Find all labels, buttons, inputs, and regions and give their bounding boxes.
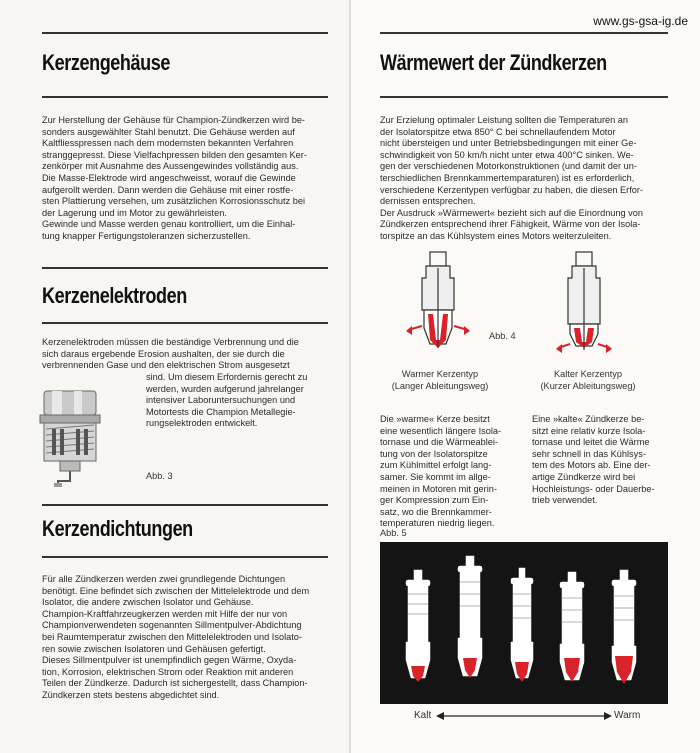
text-line: aufgerollt werden. Dann werden die Gehäuse mit einer rostfe- <box>42 184 294 195</box>
text-line: tornase und leitet die Wärme <box>532 437 650 448</box>
warm-plug-title: Warmer Kerzentyp <box>401 369 479 379</box>
kerzenelektroden-text-narrow <box>146 372 331 430</box>
heat-range-panel <box>380 542 668 704</box>
cold-plug-subtitle: (Kurzer Ableitungsweg) <box>540 381 636 391</box>
text-line: Zur Erzielung optimaler Leistung sollten die Temperaturen an <box>380 115 629 125</box>
text-line: tion, Korrosion, elektrischen Strom oder Reaktion mit anderen <box>42 666 294 677</box>
text-line: eine wesentlich längere Isola- <box>380 425 502 436</box>
text-line: werden, wurden aufgerund jahrelanger <box>146 383 304 394</box>
fig3-caption: Abb. 3 <box>146 471 173 481</box>
text-line: ren sowie zwischen Isolatoren und Gehäusen gefertigt. <box>42 643 266 654</box>
kalt-warm-arrow <box>436 711 612 721</box>
text-line: torspitze an das Kühlsystem eines Motors weiterzuleiten. <box>380 230 612 241</box>
kerzengehaeuse-text <box>42 115 332 243</box>
heat-range-plugs <box>380 542 668 704</box>
warm-plug-text <box>380 414 516 530</box>
text-line: sich daraus ergebende Erosion aushalten, der sie durch die <box>42 348 285 359</box>
text-line: der Lagerung und im Motor zu gewährleisten. <box>42 207 227 218</box>
spark-plug-illustration <box>30 383 118 493</box>
warm-plug-subtitle: (Langer Ableitungsweg) <box>391 381 489 391</box>
text-line: Die Masse-Elektrode wird angeschweisst, worauf die Gewinde <box>42 172 296 183</box>
text-line: tung knapper Fertigungstoleranzen sicherzustellen. <box>42 230 251 241</box>
warm-plug-diagram <box>402 248 474 360</box>
text-line: ger Kompression zum Ein- <box>380 495 489 506</box>
text-line: artige Zündkerze wird bei <box>532 471 636 482</box>
text-line: sehr schnell in das Kühlsys- <box>532 448 646 459</box>
text-line: satz, wo die Brennkammer- <box>380 506 492 517</box>
cold-plug-label <box>532 368 644 392</box>
warm-plug-label <box>384 368 496 392</box>
cold-plug-diagram <box>554 248 614 360</box>
text-line: tem des Motors ab. Eine der- <box>532 460 651 471</box>
text-line: verbrennenden Gase und den elektrischen Strom ausgesetzt <box>42 360 290 371</box>
fig4-caption: Abb. 4 <box>489 331 516 341</box>
text-line: sonders ausgewählter Stahl benutzt. Die Gehäuse werden auf <box>42 126 295 137</box>
text-line: intensiver Laboruntersuchungen und <box>146 395 296 406</box>
cold-plug-text <box>532 414 668 507</box>
rule <box>42 322 328 324</box>
cold-plug-title: Kalter Kerzentyp <box>554 369 622 379</box>
text-line: zenkörper mit Ausnahme des Aussengewindes vollständig aus. <box>42 161 299 172</box>
text-line: Isolator, die andere zwischen Isolator und Gehäuse. <box>42 597 254 608</box>
text-line: temperaturen niedrig liegen. <box>380 518 495 529</box>
text-line: Kaltfliesspressen nach dem modernsten bekannten Verfahren <box>42 138 294 149</box>
text-line: samer. Sie kommt im allge- <box>380 471 491 482</box>
text-line: dernissen entsprechen. <box>380 196 476 207</box>
kerzendichtungen-text <box>42 574 332 702</box>
text-line: Motortests die Champion Metallegie- <box>146 406 296 417</box>
text-line: Kerzenelektroden müssen die beständige Verbrennung und die <box>42 337 299 347</box>
text-line: Champion-Kraftfahrzeugkerzen werden mit Hilfe der nur von <box>42 608 288 619</box>
text-line: Eine »kalte« Zündkerze be- <box>532 414 645 424</box>
rule <box>42 267 328 269</box>
rule <box>380 96 668 98</box>
heading-kerzengehaeuse: Kerzengehäuse <box>42 50 171 75</box>
text-line: zum Kühlmittel erfolgt lang- <box>380 460 492 471</box>
text-line: Zündkerzen stets bestens abgedichtet sind. <box>42 689 220 700</box>
text-line: schwindigkeit von 50 km/h nicht unter etwa 400°C sinken. We- <box>380 149 634 160</box>
text-line: verschiedene Kerzentypen verfügbar zu haben, die diesen Erfor- <box>380 184 644 195</box>
text-line: tung von der Isolatorspitze <box>380 448 488 459</box>
page-fold <box>349 0 351 753</box>
text-line: sind. Um diesem Erfordernis gerecht zu <box>146 372 308 382</box>
text-line: tornase und die Wärmeablei- <box>380 437 498 448</box>
text-line: gen der verschiedenen Motorkonstruktionen (und damit der un- <box>380 161 637 172</box>
text-line: Der Ausdruck »Wärmewert« bezieht sich auf die Einordnung von <box>380 207 644 218</box>
kerzenelektroden-text <box>42 337 332 372</box>
text-line: trieb verwendet. <box>532 495 598 506</box>
text-line: Die »warme« Kerze besitzt <box>380 414 490 424</box>
text-line: Für alle Zündkerzen werden zwei grundlegende Dichtungen <box>42 574 286 584</box>
rule <box>42 32 328 34</box>
text-line: meinen in Motoren mit gerin- <box>380 483 497 494</box>
text-line: Zündkerzen entsprechend ihrer Fähigkeit, Wärme von der Isola- <box>380 219 641 230</box>
scale-kalt-label: Kalt <box>414 710 432 721</box>
text-line: Gewinde und Masse werden genau kontrolliert, um die Einhal- <box>42 219 296 230</box>
text-line: benötigt. Eine befindet sich zwischen der Mittelelektrode und dem <box>42 585 310 596</box>
heading-waermewert: Wärmewert der Zündkerzen <box>380 50 607 75</box>
heading-kerzenelektroden: Kerzenelektroden <box>42 283 187 308</box>
text-line: Dieses Sillmentpulver ist unempfindlich gegen Wärme, Oxyda- <box>42 655 297 666</box>
rule <box>42 504 328 506</box>
text-line: Teilen der Zündkerze. Dadurch ist sichergestellt, dass Champion- <box>42 678 308 689</box>
text-line: stranggepresst. Diese Vielfachpressen bilden den gesamten Ker- <box>42 149 307 160</box>
text-line: Championverwendeten sogenannten Sillmentpulver-Abdichtung <box>42 620 302 631</box>
text-line: der Isolatorspitze etwa 850° C bei schnellaufendem Motor <box>380 126 616 137</box>
text-line: Hochleistungs- oder Dauerbe- <box>532 483 655 494</box>
scale-warm-label: Warm <box>614 710 641 721</box>
text-line: bei Raumtemperatur zwischen den Mittelelektroden und Isolato- <box>42 631 302 642</box>
text-line: rungselektroden entwickelt. <box>146 418 258 429</box>
waermewert-text <box>380 115 670 243</box>
source-url: www.gs-gsa-ig.de <box>593 14 688 28</box>
text-line: terschiedlichen Brennkammertemparaturen) ist es erforderlich, <box>380 172 635 183</box>
text-line: sitzt eine relativ kurze Isola- <box>532 425 646 436</box>
text-line: sten Plattierung versehen, um zusätzlichen Korrosionsschutz bei <box>42 196 306 207</box>
text-line: Zur Herstellung der Gehäuse für Champion-Zündkerzen wird be- <box>42 115 305 125</box>
rule <box>380 32 668 34</box>
rule <box>42 556 328 558</box>
fig5-caption: Abb. 5 <box>380 528 407 538</box>
heading-kerzendichtungen: Kerzendichtungen <box>42 516 193 541</box>
rule <box>42 96 328 98</box>
text-line: nicht übersteigen und unter Betriebsbedingungen mit einer Ge- <box>380 138 637 149</box>
